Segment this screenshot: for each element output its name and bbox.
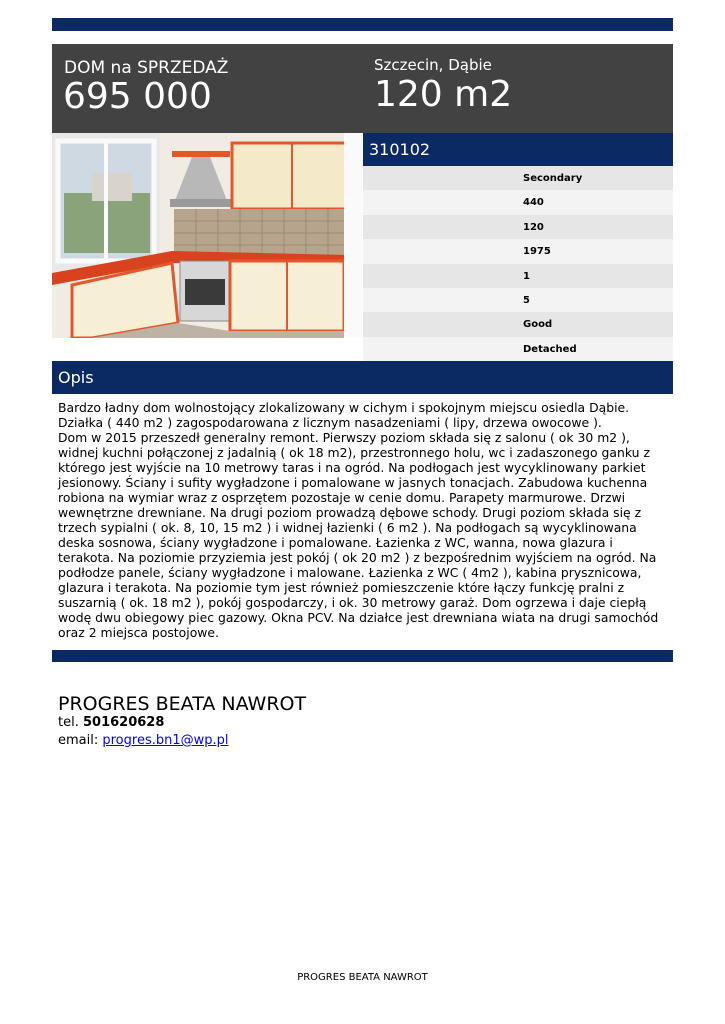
listing-header	[52, 44, 673, 133]
reference-number: 310102	[369, 140, 431, 159]
spec-row	[363, 312, 673, 336]
footer-agency-name: PROGRES BEATA NAWROT	[297, 972, 428, 983]
spec-value: Detached	[523, 343, 577, 355]
top-divider-bar	[52, 18, 673, 31]
agency-email	[58, 733, 229, 748]
specifications-table	[363, 166, 673, 361]
reference-number-bar	[363, 133, 673, 166]
spec-row	[363, 239, 673, 263]
spec-value: 1975	[523, 246, 551, 258]
agency-phone	[58, 715, 164, 730]
listing-area: 120 m2	[374, 74, 513, 115]
section-divider-bar	[52, 650, 673, 662]
email-label: email:	[58, 733, 99, 748]
spec-value: 440	[523, 197, 544, 209]
spec-row	[363, 190, 673, 214]
spec-value: Good	[523, 319, 553, 331]
spec-row	[363, 337, 673, 361]
spec-row	[363, 288, 673, 312]
spec-row	[363, 166, 673, 190]
spec-value: 120	[523, 221, 544, 233]
spec-value: 5	[523, 294, 530, 306]
phone-label: tel.	[58, 715, 79, 730]
description-heading-bar	[52, 361, 673, 394]
spec-row	[363, 215, 673, 239]
listing-price: 695 000	[63, 76, 212, 117]
description-body	[58, 400, 668, 640]
kitchen-photo-illustration	[52, 133, 362, 338]
description-paragraph: Bardzo ładny dom wolnostojący zlokalizowany w cichym i spokojnym miejscu osiedla Dąbie.	[58, 400, 630, 415]
description-paragraph: Dom w 2015 przeszedł generalny remont. Pierwszy poziom składa się z salonu ( ok 30 m2 ), widnej kuchni połączonej z jadalnią ( ok 18 m2), przestronnego holu, wc i zadaszonego ganku z którego jest wyjście na 10 metrowy taras i na ogród. Na podłogach jest wycyklinowany parkiet jesionowy. Ściany i sufity wygładzone i pomalowane w jasnych tonacjach. Zabudowa kuchenna robiona na wymiar wraz z osprzętem pozostaje w cenie domu. Parapety marmurowe. Drzwi wewnętrzne drewniane. Na drugi poziom prowadzą dębowe schody. Drugi poziom składa się z trzech sypialni ( ok. 8, 10, 15 m2 ) i widnej łazienki ( 6 m2 ). Na podłogach są wycyklinowana deska sosnowa, ściany wygładzone i pomalowane. Łazienka z WC, wanna, nowa glazura i terakota. Na poziomie przyziemia jest pokój ( ok 20 m2 ) z bezpośrednim wyjściem na ogród. Na podłodze panele, ściany wygładzone i malowane. Łazienka z WC ( 4m2 ), kabina prysznicowa, glazura i terakota. Na poziomie tym jest również pomieszczenie które łączy funkcję pralni z suszarnią ( ok. 18 m2 ), pokój gospodarczy, i ok. 30 metrowy garaż. Dom ogrzewa i daje ciepłą wodę dwu obiegowy piec gazowy. Okna PCV. Na działce jest drewniana wiata na drugi samochód oraz 2 miejsca postojowe.	[58, 430, 659, 640]
spec-value: Secondary	[523, 173, 583, 184]
email-link[interactable]: progres.bn1@wp.pl	[102, 733, 229, 748]
spec-value: 1	[523, 270, 530, 282]
description-paragraph: Działka ( 440 m2 ) zagospodarowana z licznym nasadzeniami ( lipy, drzewa owocowe ).	[58, 415, 602, 430]
listing-location: Szczecin, Dąbie	[374, 56, 492, 74]
property-photo	[52, 133, 362, 338]
agency-name: PROGRES BEATA NAWROT	[58, 693, 307, 715]
phone-number[interactable]: 501620628	[82, 715, 165, 730]
listing-type-label: DOM na SPRZEDAŻ	[64, 58, 229, 78]
spec-row	[363, 264, 673, 288]
description-heading: Opis	[58, 368, 94, 387]
